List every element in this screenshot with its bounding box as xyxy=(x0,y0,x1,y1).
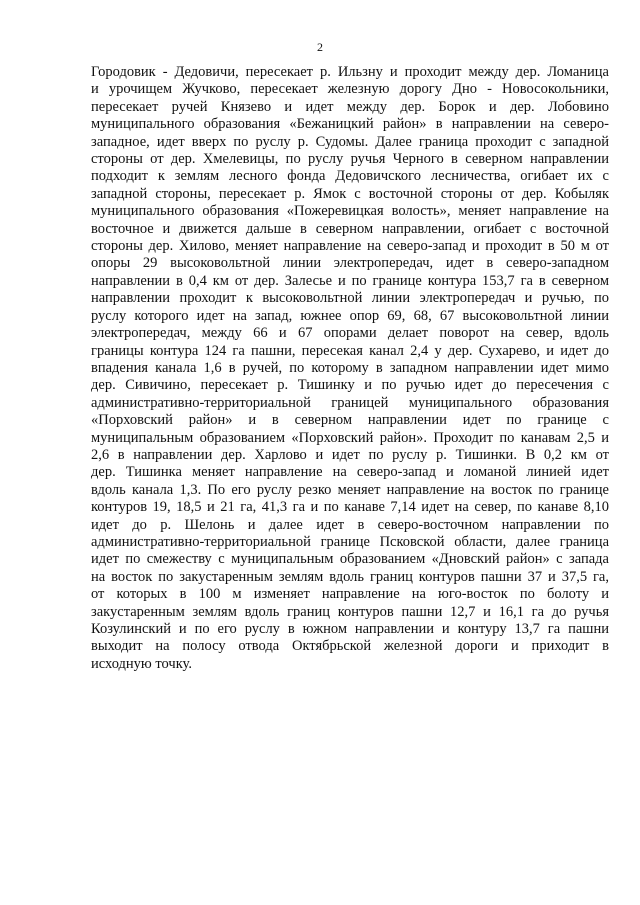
text-line: идет до р. Шелонь и далее идет в северо-восточном направлении по xyxy=(91,516,609,533)
text-line: Козулинский и по его руслу в южном направлении и контуру 13,7 га пашни xyxy=(91,621,609,637)
text-line: стороны от дер. Хмелевицы, по руслу ручья Черного в северном направлении xyxy=(91,151,609,168)
text-line: муниципального образования «Бежаницкий район» в направлении на северо- xyxy=(91,116,609,133)
text-line: идет по смежеству с муниципальным образованием «Дновский район» с запада xyxy=(91,551,609,568)
text-line: от которых в 100 м изменяет направление на юго-восток по болоту и xyxy=(91,586,609,603)
text-line: муниципального образования «Пожеревицкая волость», меняет направление на xyxy=(91,203,609,220)
text-line: исходную точку. xyxy=(91,655,192,672)
text-line: границы контура 124 га пашни, пересекая канал 2,4 у дер. Сухарево, и идет до xyxy=(91,342,609,359)
text-line: вдоль канала 1,3. По его руслу резко меняет направление на восток по границе xyxy=(91,481,609,498)
text-line: направлении проходит к высоковольтной линии электропередач и ручью, по xyxy=(91,290,609,307)
text-line: направлении в 0,4 км от дер. Залесье и по границе контура 153,7 га в северном xyxy=(91,272,609,289)
text-line: административно-территориальной границей муниципального образования xyxy=(91,394,609,411)
body-text xyxy=(91,64,609,673)
text-line: дер. Сивичино, пересекает р. Тишинку и по ручью идет до пересечения с xyxy=(91,377,609,394)
text-line: пересекает ручей Князево и идет между дер. Борок и дер. Лобовино xyxy=(91,98,609,115)
text-line: муниципальным образованием «Порховский район». Проходит по канавам 2,5 и xyxy=(91,429,609,446)
text-line: западной стороны, пересекает р. Ямок с восточной стороны от дер. Кобыляк xyxy=(91,185,609,202)
text-line: подходит к землям лесного фонда Дедовичского лесничества, огибает их с xyxy=(91,168,609,185)
page-number: 2 xyxy=(317,40,323,54)
text-line: выходит на полосу отвода Октябрьской железной дороги и приходит в xyxy=(91,638,609,655)
text-line: административно-территориальной границе Псковской области, далее граница xyxy=(91,533,609,550)
text-line: стороны дер. Хилово, меняет направление на северо-запад и проходит в 50 м от xyxy=(91,238,609,255)
text-line: и урочищем Жучково, пересекает железную дорогу Дно - Новосокольники, xyxy=(91,81,609,98)
text-line: «Порховский район» и в северном направлении идет по границе с xyxy=(91,412,609,429)
text-line: дер. Тишинка меняет направление на северо-запад и ломаной линией идет xyxy=(91,464,609,481)
text-line: впадения канала 1,6 в ручей, по которому в западном направлении идет мимо xyxy=(91,359,609,376)
text-line: контуров 19, 18,5 и 21 га, 41,3 га и по канаве 7,14 идет на север, по канаве 8,10 xyxy=(91,499,609,516)
text-line: электропередач, между 66 и 67 опорами делает поворот на север, вдоль xyxy=(91,325,609,342)
text-line: руслу которого идет на запад, южнее опор 69, 68, 67 высоковольтной линии xyxy=(91,307,609,324)
text-line: западное, идет вверх по руслу р. Судомы. Далее граница проходит с западной xyxy=(91,133,609,150)
text-line: Городовик - Дедовичи, пересекает р. Ильзну и проходит между дер. Ломаница xyxy=(91,64,609,80)
text-line: опоры 29 высоковольтной линии электропередач, идет в северо-западном xyxy=(91,255,609,272)
text-line: 2,6 в направлении дер. Харлово и идет по руслу р. Тишинки. В 0,2 км от xyxy=(91,446,609,463)
text-line: закустаренным землям вдоль границ контуров пашни 12,7 и 16,1 га до ручья xyxy=(91,603,609,620)
text-line: на восток по закустаренным землям вдоль границ контуров пашни 37 и 37,5 га, xyxy=(91,568,609,585)
text-line: восточное и движется дальше в северном направлении, огибает с восточной xyxy=(91,220,609,237)
